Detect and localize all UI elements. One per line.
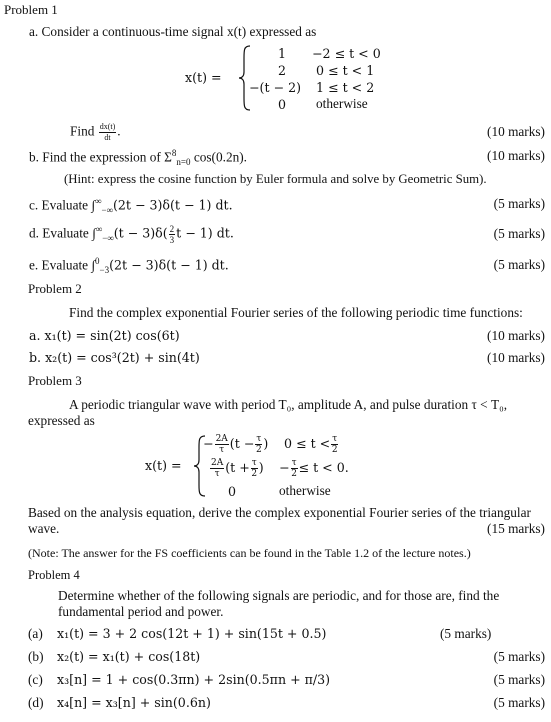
p4-item-d-marks: (5 marks) [493, 695, 545, 710]
case-cond-2: 0 ≤ t < 1 [316, 63, 375, 78]
case-value-2: 2 [278, 63, 287, 78]
p3-intro-1: A periodic triangular wave with period T₀, amplitude A, and pulse duration τ < T₀, [69, 397, 508, 412]
p1-e-sub: −3 [99, 265, 110, 276]
p3-case-1 [203, 434, 268, 455]
p1-piecewise-lhs: x(t) = [185, 70, 222, 85]
p1-d-expr2: t − 1) dt. [176, 225, 234, 241]
p3-case1-cond-pre: 0 ≤ t < [284, 436, 331, 451]
p1-find [70, 122, 121, 143]
p3-case-3-cond: otherwise [279, 483, 331, 498]
p4-item-c-marks: (5 marks) [493, 672, 545, 687]
case-value-1: 1 [278, 46, 287, 61]
p1-b-marks: (10 marks) [487, 148, 545, 163]
p3-case2-frac [210, 458, 224, 479]
p1-a-intro: a. Consider a continuous-time signal x(t) expressed as [29, 24, 317, 39]
p3-case1-num: 2A [215, 434, 228, 444]
left-brace-icon [238, 44, 252, 112]
p4-item-a-marks: (5 marks) [440, 626, 492, 641]
p1-d [29, 224, 234, 245]
p4-item-b-expr: x₂(t) = x₁(t) + cos(18t) [57, 649, 201, 664]
p3-case1-cond-frac [331, 434, 338, 455]
p3-case2-end: ) [258, 460, 264, 475]
case-value-4: 0 [278, 97, 287, 112]
case-cond-4: otherwise [316, 96, 368, 111]
p4-item-c-label: (c) [28, 672, 43, 687]
p3-case2-tfrac [251, 458, 258, 479]
p1-e-marks: (5 marks) [493, 257, 545, 272]
p1-d-text: d. Evaluate ∫ [29, 225, 96, 241]
p1-c-marks: (5 marks) [493, 196, 545, 211]
p2-a-marks: (10 marks) [487, 328, 545, 343]
find-period: . [117, 123, 121, 139]
p3-marks: (15 marks) [487, 521, 545, 536]
p2-b: b. x₂(t) = cos³(2t) + sin(4t) [29, 350, 200, 365]
p4-item-b-label: (b) [28, 649, 44, 664]
p1-e-sup: 0 [95, 256, 100, 266]
p3-intro-2: expressed as [28, 413, 95, 428]
p3-case2-cond-post: ≤ t < 0. [298, 460, 349, 475]
p3-case-2 [209, 458, 264, 479]
p4-item-d-expr: x₄[n] = x₃[n] + sin(0.6n) [57, 695, 211, 710]
p4-item-d-label: (d) [28, 695, 44, 710]
p1-d-frac-num: 2 [169, 224, 175, 234]
p3-case2-cond-den: 2 [291, 469, 297, 479]
p3-case1-tden: 2 [255, 445, 262, 455]
p3-case1-end: ) [263, 436, 269, 451]
problem-4-title: Problem 4 [28, 568, 80, 582]
p3-case1-den: τ [219, 445, 225, 455]
p2-a: a. x₁(t) = sin(2t) cos(6t) [29, 328, 180, 343]
p3-case-3-value: 0 [228, 484, 237, 499]
p4-item-b-marks: (5 marks) [493, 649, 545, 664]
case-cond-3: 1 ≤ t < 2 [316, 80, 375, 95]
problem-3-title: Problem 3 [28, 373, 82, 388]
case-cond-1: −2 ≤ t < 0 [312, 46, 381, 61]
p3-case1-cond-den: 2 [331, 445, 338, 455]
p1-e-text: e. Evaluate ∫ [29, 257, 96, 273]
p3-case1-cond-num: τ [332, 434, 338, 444]
p1-e [29, 256, 229, 275]
derivative-den: dt [104, 133, 111, 142]
p3-note: (Note: The answer for the FS coefficients can be found in the Table 1.2 of the lecture notes.) [28, 546, 471, 560]
p3-case2-cond-pre: − [279, 460, 290, 475]
p1-b-sum-sub: n=0 [176, 157, 191, 168]
p3-case1-mid: (t − [229, 436, 255, 451]
p3-case2-num: 2A [211, 458, 224, 468]
p3-case1-tfrac [255, 434, 262, 455]
p3-case2-tnum: τ [251, 458, 257, 468]
derivative-num: dx(t) [99, 122, 116, 131]
p3-case2-cond-frac [291, 458, 298, 479]
problem-1-title: Problem 1 [4, 2, 58, 17]
p1-d-marks: (5 marks) [493, 226, 545, 241]
p1-c-sup: ∞ [95, 196, 102, 206]
problem-2-title: Problem 2 [28, 281, 82, 296]
p3-case1-frac [215, 434, 229, 455]
p1-b-sum-sup: 8 [171, 148, 177, 158]
p3-case-1-cond [284, 434, 339, 455]
p3-case1-sign: − [203, 436, 214, 451]
p1-hint: (Hint: express the cosine function by Euler formula and solve by Geometric Sum). [64, 172, 487, 186]
p1-c-sub: −∞ [101, 205, 113, 216]
p3-case2-den: τ [214, 469, 220, 479]
p1-c-text: c. Evaluate ∫ [29, 197, 96, 213]
p1-d-sub: −∞ [102, 233, 114, 244]
p3-body-2: wave. [28, 521, 60, 536]
p3-piecewise-lhs: x(t) = [145, 458, 182, 473]
p1-b-text: b. Find the expression of Σ [29, 149, 172, 165]
p3-case1-tnum: τ [256, 434, 262, 444]
p1-d-frac-den: 3 [169, 235, 175, 245]
p1-e-expr: (2t − 3)δ(t − 1) dt. [109, 257, 229, 273]
p2-intro: Find the complex exponential Fourier series of the following periodic time functions: [69, 305, 523, 320]
p1-c [29, 196, 233, 215]
p1-d-fraction [169, 224, 176, 245]
p4-intro-1: Determine whether of the following signals are periodic, and for those are, find the [58, 588, 500, 603]
p1-d-sup: ∞ [95, 224, 103, 235]
p1-a-marks: (10 marks) [487, 124, 545, 139]
p1-b [29, 148, 247, 167]
p3-case2-tden: 2 [251, 469, 258, 479]
find-label: Find [70, 123, 95, 139]
p2-b-marks: (10 marks) [487, 350, 545, 365]
p3-case2-cond-num: τ [291, 458, 297, 468]
p1-c-expr: (2t − 3)δ(t − 1) dt. [112, 197, 233, 213]
p1-b-text2: cos(0.2n). [190, 149, 247, 165]
p3-case2-mid: (t + [225, 460, 250, 475]
p4-intro-2: fundamental period and power. [58, 604, 224, 619]
p3-body-1: Based on the analysis equation, derive the complex exponential Fourier series of the triangular [28, 505, 531, 520]
p1-d-expr1: (t − 3)δ( [113, 225, 168, 241]
p4-item-c-expr: x₃[n] = 1 + cos(0.3πn) + 2sin(0.5πn + π/3) [57, 672, 331, 687]
p4-item-a-label: (a) [28, 626, 43, 641]
p4-item-a-expr: x₁(t) = 3 + 2 cos(12t + 1) + sin(15t + 0.5) [57, 626, 327, 641]
p3-case-2-cond [279, 458, 349, 479]
case-value-3: −(t − 2) [249, 80, 302, 95]
derivative-fraction [99, 122, 117, 143]
